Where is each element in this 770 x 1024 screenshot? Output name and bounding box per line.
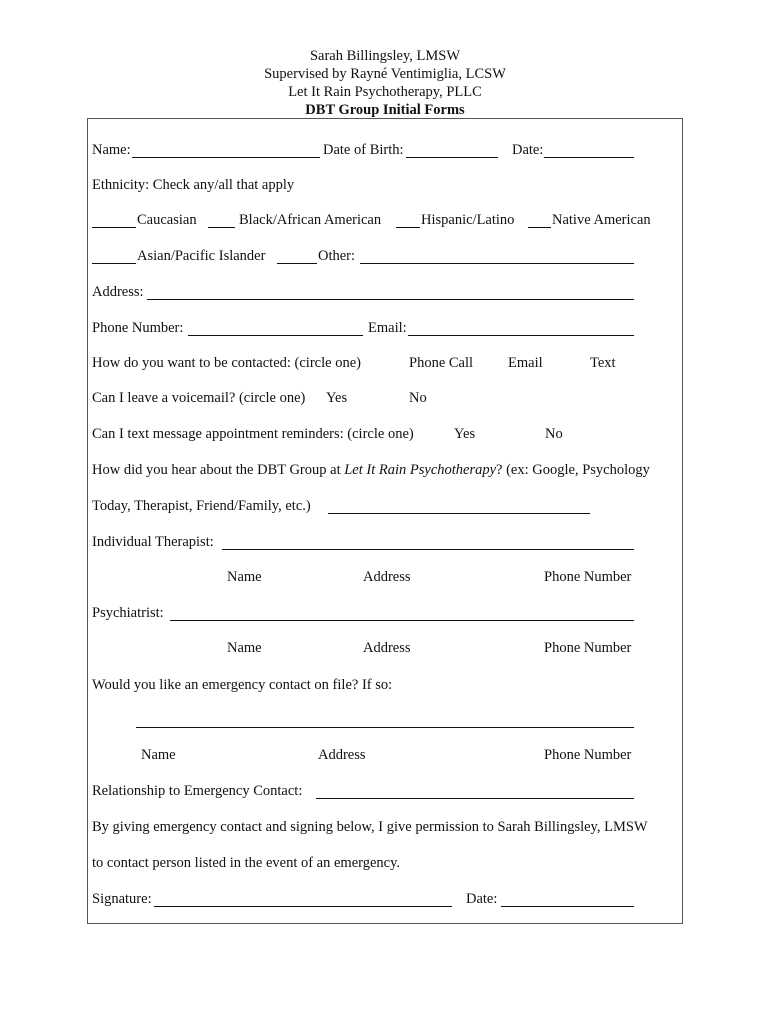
voicemail-question: Can I leave a voicemail? (circle one) [92, 390, 306, 406]
clinician-name: Sarah Billingsley, LMSW [309, 48, 461, 64]
therapist-sub-labels [92, 567, 678, 587]
emergency-question-row [92, 675, 678, 695]
emergency-sub-labels [92, 745, 678, 765]
native-american-option: Native American [552, 212, 651, 228]
contact-option-phone[interactable]: Phone Call [409, 355, 474, 371]
address-row [92, 282, 678, 302]
dob-label: Date of Birth: [323, 142, 404, 158]
permission-text-2: to contact person listed in the event of an emergency. [92, 855, 401, 871]
emergency-address-caption: Address [318, 747, 366, 763]
signature-label: Signature: [92, 891, 152, 907]
supervisor-line: Supervised by Rayné Ventimiglia, LCSW [264, 66, 506, 82]
psychiatrist-row [92, 603, 678, 623]
psychiatrist-phone-caption: Phone Number [544, 640, 632, 656]
emergency-name-caption: Name [141, 747, 176, 763]
name-row [92, 140, 678, 160]
referral-question-line2: Today, Therapist, Friend/Family, etc.) [92, 498, 311, 514]
address-field[interactable] [147, 299, 634, 300]
therapist-field[interactable] [222, 549, 634, 550]
email-field[interactable] [408, 335, 634, 336]
email-label: Email: [368, 320, 407, 336]
ethnicity-options-row-1 [92, 210, 678, 230]
referral-question [92, 460, 650, 480]
psychiatrist-field[interactable] [170, 620, 634, 621]
permission-text-1: By giving emergency contact and signing below, I give permission to Sarah Billingsley, LMSW [92, 819, 648, 835]
contact-method-row [92, 353, 678, 373]
emergency-question: Would you like an emergency contact on file? If so: [92, 677, 393, 693]
other-field[interactable] [360, 263, 634, 264]
dob-field[interactable] [406, 157, 498, 158]
therapist-phone-caption: Phone Number [544, 569, 632, 585]
contact-option-email[interactable]: Email [508, 355, 543, 371]
permission-row-1 [92, 817, 678, 837]
voicemail-option-no[interactable]: No [409, 390, 427, 406]
asian-pacific-islander-checkbox[interactable] [92, 263, 136, 264]
therapist-row [92, 532, 678, 552]
hispanic-latino-checkbox[interactable] [396, 227, 420, 228]
permission-row-2 [92, 853, 678, 873]
emergency-contact-row [92, 710, 678, 730]
phone-field[interactable] [188, 335, 363, 336]
referral-question-part2: ? (ex: Google, Psychology [496, 462, 650, 478]
other-checkbox[interactable] [277, 263, 317, 264]
other-option: Other: [318, 248, 356, 264]
ethnicity-label: Ethnicity: Check any/all that apply [92, 177, 295, 193]
signature-field[interactable] [154, 906, 452, 907]
caucasian-checkbox[interactable] [92, 227, 136, 228]
text-question: Can I text message appointment reminders: (circle one) [92, 426, 414, 442]
psychiatrist-name-caption: Name [227, 640, 262, 656]
voicemail-row [92, 388, 678, 408]
referral-field[interactable] [328, 513, 590, 514]
contact-question: How do you want to be contacted: (circle one) [92, 355, 361, 371]
emergency-contact-field[interactable] [136, 727, 634, 728]
referral-question-part1: How did you hear about the DBT Group at [92, 462, 345, 478]
psychiatrist-sub-labels [92, 638, 678, 658]
therapist-name-caption: Name [227, 569, 262, 585]
practice-name: Let It Rain Psychotherapy, PLLC [288, 84, 482, 100]
contact-option-text[interactable]: Text [590, 355, 616, 371]
text-option-yes[interactable]: Yes [454, 426, 476, 442]
asian-pacific-islander-option: Asian/Pacific Islander [137, 248, 266, 264]
date-field[interactable] [544, 157, 634, 158]
psychiatrist-label: Psychiatrist: [92, 605, 164, 621]
black-african-american-option: Black/African American [239, 212, 382, 228]
therapist-address-caption: Address [363, 569, 411, 585]
therapist-label: Individual Therapist: [92, 534, 214, 550]
name-label: Name: [92, 142, 131, 158]
emergency-phone-caption: Phone Number [544, 747, 632, 763]
relationship-row [92, 781, 678, 801]
text-reminder-row [92, 424, 678, 444]
form-header [0, 47, 770, 119]
caucasian-option: Caucasian [137, 212, 197, 228]
date-label: Date: [512, 142, 544, 158]
relationship-label: Relationship to Emergency Contact: [92, 783, 303, 799]
psychiatrist-address-caption: Address [363, 640, 411, 656]
signature-date-field[interactable] [501, 906, 634, 907]
signature-row [92, 889, 678, 909]
text-option-no[interactable]: No [545, 426, 563, 442]
ethnicity-row [92, 175, 678, 195]
phone-email-row [92, 318, 678, 338]
referral-answer-row [92, 496, 678, 516]
hispanic-latino-option: Hispanic/Latino [421, 212, 515, 228]
name-field[interactable] [132, 157, 320, 158]
form-box [87, 118, 683, 924]
phone-label: Phone Number: [92, 320, 184, 336]
address-label: Address: [92, 284, 144, 300]
referral-question-row [92, 460, 678, 480]
signature-date-label: Date: [466, 891, 498, 907]
form-title: DBT Group Initial Forms [305, 102, 465, 118]
ethnicity-options-row-2 [92, 246, 678, 266]
black-african-american-checkbox[interactable] [208, 227, 235, 228]
native-american-checkbox[interactable] [528, 227, 551, 228]
referral-question-practice: Let It Rain Psychotherapy [344, 462, 497, 478]
relationship-field[interactable] [316, 798, 634, 799]
voicemail-option-yes[interactable]: Yes [326, 390, 348, 406]
